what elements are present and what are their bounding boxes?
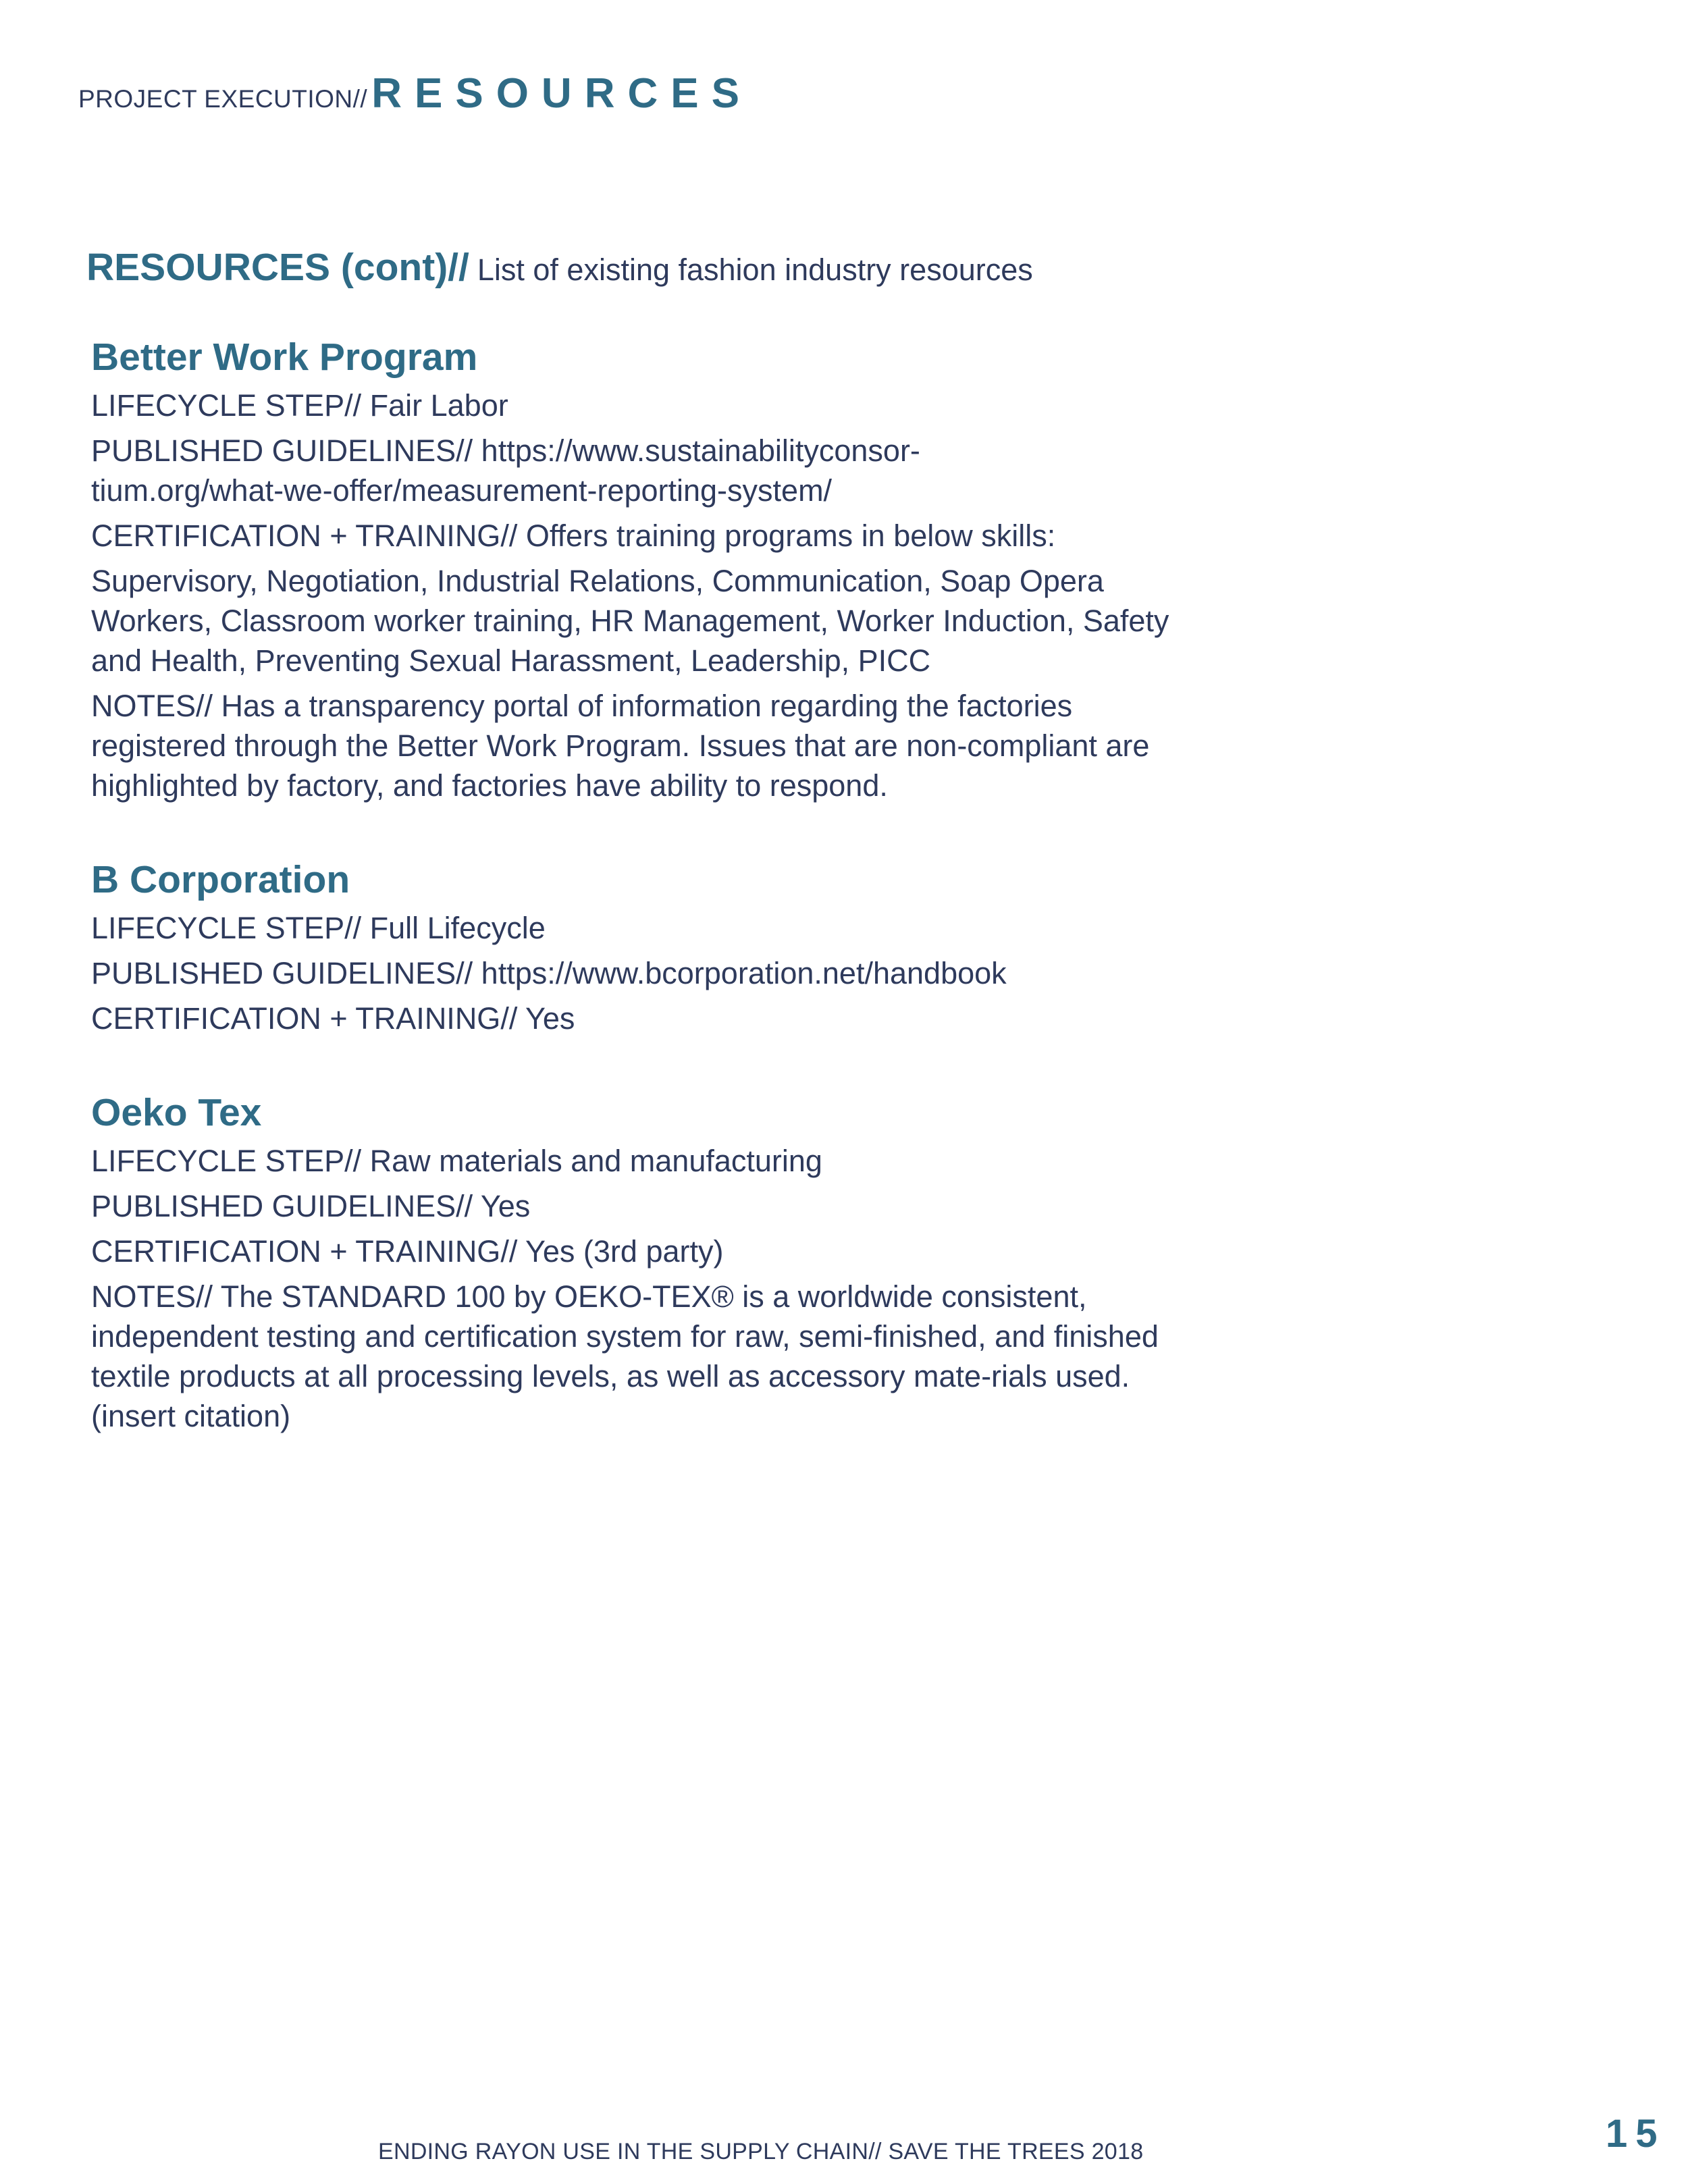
page-title: RESOURCES (cont)// bbox=[86, 246, 469, 289]
page-subtitle: List of existing fashion industry resources bbox=[477, 252, 1033, 287]
resource-lifecycle-step: LIFECYCLE STEP// Raw materials and manufacturing bbox=[91, 1143, 822, 1178]
resource-name: Oeko Tex bbox=[91, 1091, 262, 1134]
resource-oeko-tex bbox=[91, 1092, 1239, 1441]
header-kicker: PROJECT EXECUTION// bbox=[78, 85, 368, 113]
resource-certification-training: CERTIFICATION + TRAINING// Yes bbox=[91, 1001, 575, 1036]
resource-b-corporation bbox=[91, 859, 1239, 1044]
resource-training-skills: Supervisory, Negotiation, Industrial Relations, Communication, Soap Opera Workers, Classroom worker training, HR Management, Worker Induction, Safety and Health, Preventing Sexual Harassment, Leadership, PICC bbox=[91, 563, 1169, 678]
resource-lifecycle-step: LIFECYCLE STEP// Fair Labor bbox=[91, 388, 508, 423]
resource-notes: NOTES// The STANDARD 100 by OEKO-TEX® is a worldwide consistent, independent testing and certification system for raw, semi-finished, and finished textile products at all processing levels, as well as accessory mate-rials used. (insert citation) bbox=[91, 1279, 1159, 1433]
page-header bbox=[78, 70, 752, 117]
resource-certification-training: CERTIFICATION + TRAINING// Offers training programs in below skills: bbox=[91, 518, 1056, 553]
resource-notes: NOTES// Has a transparency portal of information regarding the factories registered through the Better Work Program. Issues that are non-compliant are highlighted by factory, and factories have ability to respond. bbox=[91, 688, 1150, 803]
header-section-title: RESOURCES bbox=[371, 70, 752, 117]
resource-name: B Corporation bbox=[91, 858, 350, 901]
resource-certification-training: CERTIFICATION + TRAINING// Yes (3rd party) bbox=[91, 1233, 724, 1269]
resource-published-guidelines: PUBLISHED GUIDELINES// https://www.sustainabilityconsor-tium.org/what-we-offer/measurement-reporting-system/ bbox=[91, 433, 920, 508]
resource-published-guidelines: PUBLISHED GUIDELINES// https://www.bcorporation.net/handbook bbox=[91, 955, 1007, 990]
resource-lifecycle-step: LIFECYCLE STEP// Full Lifecycle bbox=[91, 910, 546, 945]
resource-published-guidelines: PUBLISHED GUIDELINES// Yes bbox=[91, 1188, 531, 1223]
page-number: 15 bbox=[1606, 2112, 1666, 2156]
resource-name: Better Work Program bbox=[91, 336, 478, 379]
page-heading bbox=[86, 248, 1033, 287]
footer-text: ENDING RAYON USE IN THE SUPPLY CHAIN// SAVE THE TREES 2018 bbox=[378, 2139, 1144, 2164]
resource-better-work-program bbox=[91, 336, 1239, 811]
